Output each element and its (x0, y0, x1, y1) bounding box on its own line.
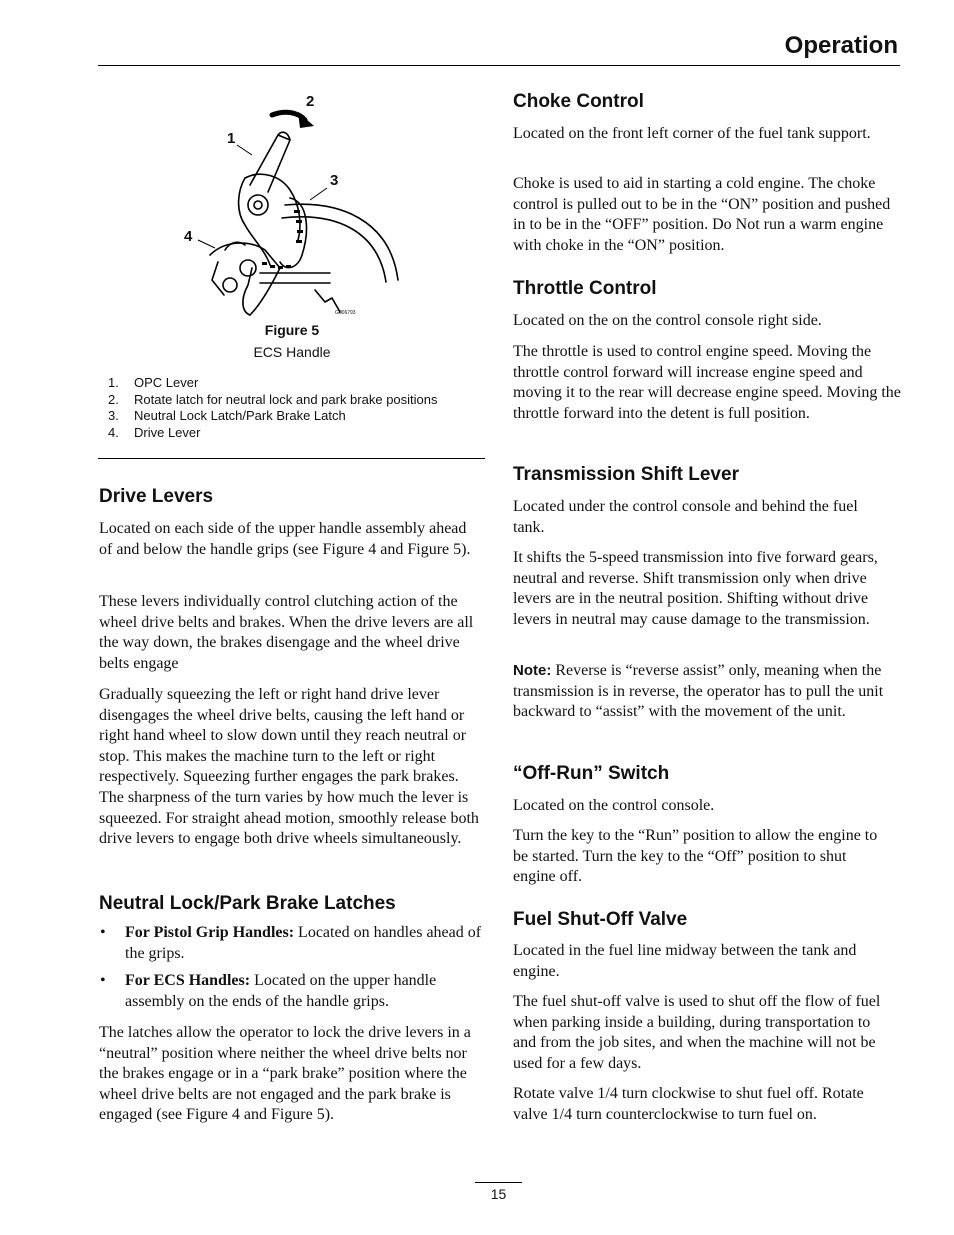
throttle-p2: The throttle is used to control engine speed. Moving the throttle control forward will increase engine speed and moving it to the rear will decrease engine speed. Moving the throttle forward into the detent is full position. (513, 343, 901, 422)
heading-transmission-shift-lever: Transmission Shift Lever (513, 464, 739, 485)
off-run-p1: Located on the control console. (513, 797, 715, 814)
figure-number: Figure 5 (264, 322, 320, 338)
callout-item: 4. Drive Lever (108, 424, 201, 440)
note-label: Note: (513, 662, 552, 679)
figure-code: G006793 (335, 310, 356, 316)
choke-p2: Choke is used to aid in starting a cold engine. The choke control is pulled out to be in the “ON” position and pushed in to be in the “OFF” position. Do Not run a warm engine with choke in the “ON” position. (513, 175, 891, 254)
note-text: Reverse is “reverse assist” only, meaning when the transmission is in reverse, the operator has to pull the unit backward to “assist” with the movement of the unit. (513, 662, 884, 721)
figure-callout-4: 4 (184, 228, 193, 245)
heading-fuel-shut-off-valve: Fuel Shut-Off Valve (513, 909, 688, 930)
header-rule (98, 65, 900, 66)
heading-choke-control: Choke Control (513, 91, 644, 112)
fuel-p3: Rotate valve 1/4 turn clockwise to shut fuel off. Rotate valve 1/4 turn counterclockwise to turn fuel on. (513, 1085, 864, 1123)
neutral-lock-bullets (99, 923, 485, 1019)
page-section-title: Operation (784, 32, 898, 59)
callout-item: 1. OPC Lever (108, 375, 199, 390)
figure-rule (98, 458, 485, 459)
callout-item: 3. Neutral Lock Latch/Park Brake Latch (108, 408, 346, 423)
transmission-p1: Located under the control console and behind the fuel tank. (513, 498, 858, 536)
heading-throttle-control: Throttle Control (513, 278, 657, 299)
fuel-p2: The fuel shut-off valve is used to shut off the flow of fuel when parking inside a building, during transportation to and from the job sites, and when the machine will not be used for a few days. (513, 993, 881, 1072)
figure-callout-2: 2 (306, 93, 315, 110)
heading-neutral-lock: Neutral Lock/Park Brake Latches (99, 893, 396, 914)
transmission-note (513, 661, 903, 723)
footer-rule (475, 1182, 522, 1183)
neutral-lock-p1: The latches allow the operator to lock the drive levers in a “neutral” position where neither the wheel drive belts nor the brakes engage or in a “park brake” position where the wheel drive belts are not engaged and the park brake is engaged (see Figure 4 and Figure 5). (99, 1024, 471, 1124)
throttle-p1: Located on the on the control console right side. (513, 312, 822, 329)
ecs-handle-figure (184, 90, 420, 320)
drive-levers-p1: Located on each side of the upper handle assembly ahead of and below the handle grips (see Figure 4 and Figure 5). (99, 520, 471, 558)
fuel-p1: Located in the fuel line midway between the tank and engine. (513, 942, 857, 980)
figure-title: ECS Handle (253, 344, 331, 360)
drive-levers-p2: These levers individually control clutching action of the wheel drive belts and brakes. When the drive levers are all the way down, the brakes disengage and the wheel drive belts engage (99, 593, 474, 672)
page-number: 15 (490, 1186, 507, 1202)
heading-drive-levers: Drive Levers (99, 486, 214, 507)
off-run-p2: Turn the key to the “Run” position to allow the engine to be started. Turn the key to the “Off” position to shut engine off. (513, 827, 878, 886)
transmission-p2: It shifts the 5-speed transmission into five forward gears, neutral and reverse. Shift transmission only when drive levers are in the neutral position. Shifting without drive levers in neutral may cause damage to the transmission. (513, 549, 878, 628)
bullet-pistol-grip: • For Pistol Grip Handles: Located on handles ahead of the grips. (100, 924, 482, 962)
figure-callout-3: 3 (330, 172, 339, 189)
choke-p1: Located on the front left corner of the fuel tank support. (513, 125, 871, 142)
ecs-handle-illustration (190, 90, 420, 320)
callout-item: 2. Rotate latch for neutral lock and park brake positions (108, 391, 438, 407)
heading-off-run-switch: “Off-Run” Switch (513, 763, 670, 784)
figure-callout-1: 1 (227, 130, 236, 147)
drive-levers-p3: Gradually squeezing the left or right hand drive lever disengages the wheel drive belts, causing the left hand or right hand wheel to slow down until they reach neutral or stop. This makes the machine turn to the left or right respectively. Squeezing further engages the park brakes. The sharpness of the turn varies by how much the lever is squeezed. For straight ahead motion, smoothly release both drive levers to engage both drive wheels simultaneously. (99, 686, 479, 848)
bullet-ecs: • For ECS Handles: Located on the upper handle assembly on the ends of the handle grips. (100, 972, 437, 1010)
figure-callout-list (108, 375, 438, 441)
